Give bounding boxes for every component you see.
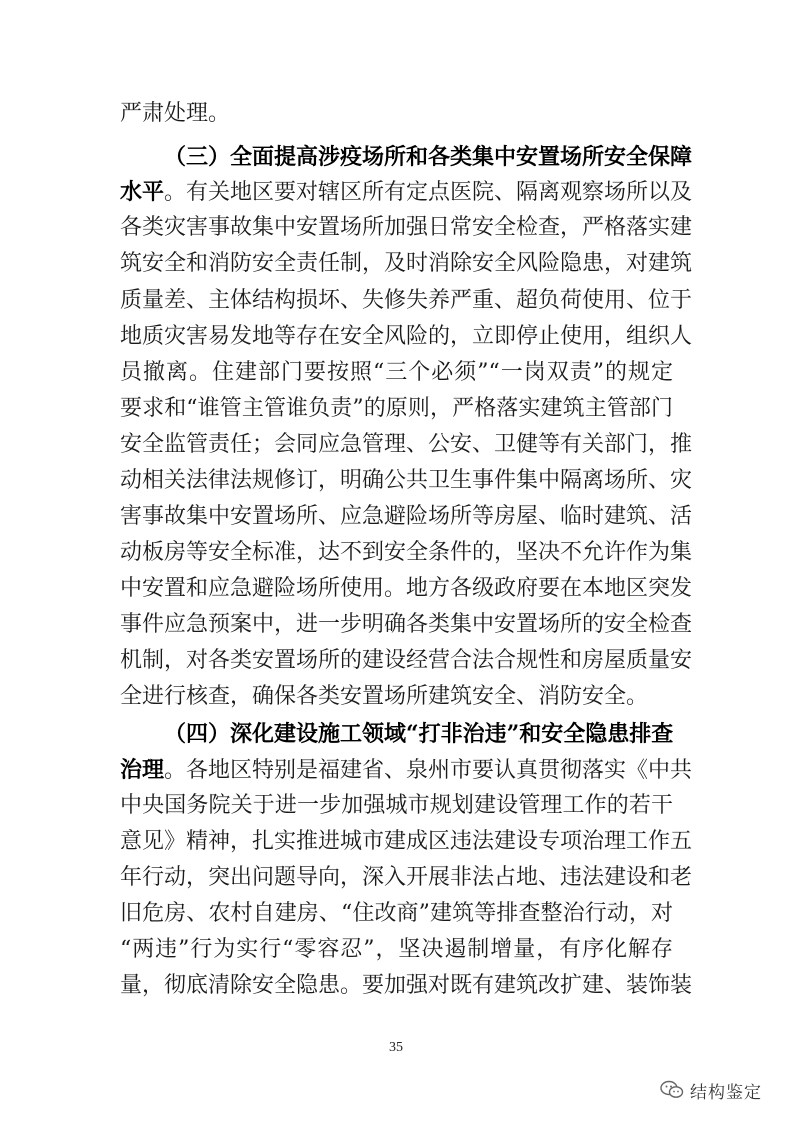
watermark-text: 结构鉴定: [690, 1082, 762, 1103]
body-line-10: 安全监管责任；会同应急管理、公安、卫健等有关部门，推: [120, 432, 693, 457]
page-number: 35: [389, 1040, 403, 1055]
body-line-20: 中央国务院关于进一步加强城市规划建设管理工作的若干: [120, 793, 673, 818]
body-line-6: 质量差、主体结构损坏、失修失养严重、超负荷使用、位于: [120, 288, 693, 313]
body-line-24: “两违”行为实行“零容忍”，坚决遏制增量，有序化解存: [120, 937, 673, 962]
body-line-12: 害事故集中安置场所、应急避险场所等房屋、临时建筑、活: [120, 504, 693, 529]
body-line-21: 意见》精神，扎实推进城市建成区违法建设专项治理工作五: [120, 829, 693, 854]
body-line-5: 筑安全和消防安全责任制，及时消除安全风险隐患，对建筑: [120, 251, 693, 276]
body-line-14: 中安置和应急避险场所使用。地方各级政府要在本地区突发: [120, 576, 693, 601]
body-line-22: 年行动，突出问题导向，深入开展非法占地、违法建设和老: [120, 865, 693, 890]
body-line-25: 量，彻底清除安全隐患。要加强对既有建筑改扩建、装饰装: [120, 973, 693, 998]
body-line-13: 动板房等安全标准，达不到安全条件的，坚决不允许作为集: [120, 540, 693, 565]
body-line-19: 治理。各地区特别是福建省、泉州市要认真贯彻落实《中共: [120, 757, 693, 783]
body-line-16: 机制，对各类安置场所的建设经营合法合规性和房屋质量安: [120, 648, 693, 673]
body-line-15: 事件应急预案中，进一步明确各类集中安置场所的安全检查: [120, 612, 693, 637]
body-line-1: 严肃处理。: [120, 101, 231, 126]
watermark: [660, 1076, 762, 1104]
body-line-3: 水平。有关地区要对辖区所有定点医院、隔离观察场所以及: [120, 179, 693, 205]
body-line-17: 全进行核查，确保各类安置场所建筑安全、消防安全。: [120, 684, 649, 709]
body-line-11: 动相关法律法规修订，明确公共卫生事件集中隔离场所、灾: [120, 468, 693, 493]
body-line-23: 旧危房、农村自建房、“住改商”建筑等排查整治行动，对: [120, 901, 673, 926]
section-heading-4: （四）深化建设施工领域“打非治违”和安全隐患排查: [164, 721, 674, 747]
wechat-icon: [660, 1080, 684, 1100]
body-line-8: 员撤离。住建部门要按照“三个必须”“一岗双责”的规定: [120, 360, 673, 385]
section-heading-3: （三）全面提高涉疫场所和各类集中安置场所安全保障: [164, 144, 693, 170]
body-line-4: 各类灾害事故集中安置场所加强日常安全检查，严格落实建: [120, 215, 693, 240]
body-line-7: 地质灾害易发地等存在安全风险的，立即停止使用，组织人: [120, 324, 693, 349]
body-line-9: 要求和“谁管主管谁负责”的原则，严格落实建筑主管部门: [120, 396, 673, 421]
